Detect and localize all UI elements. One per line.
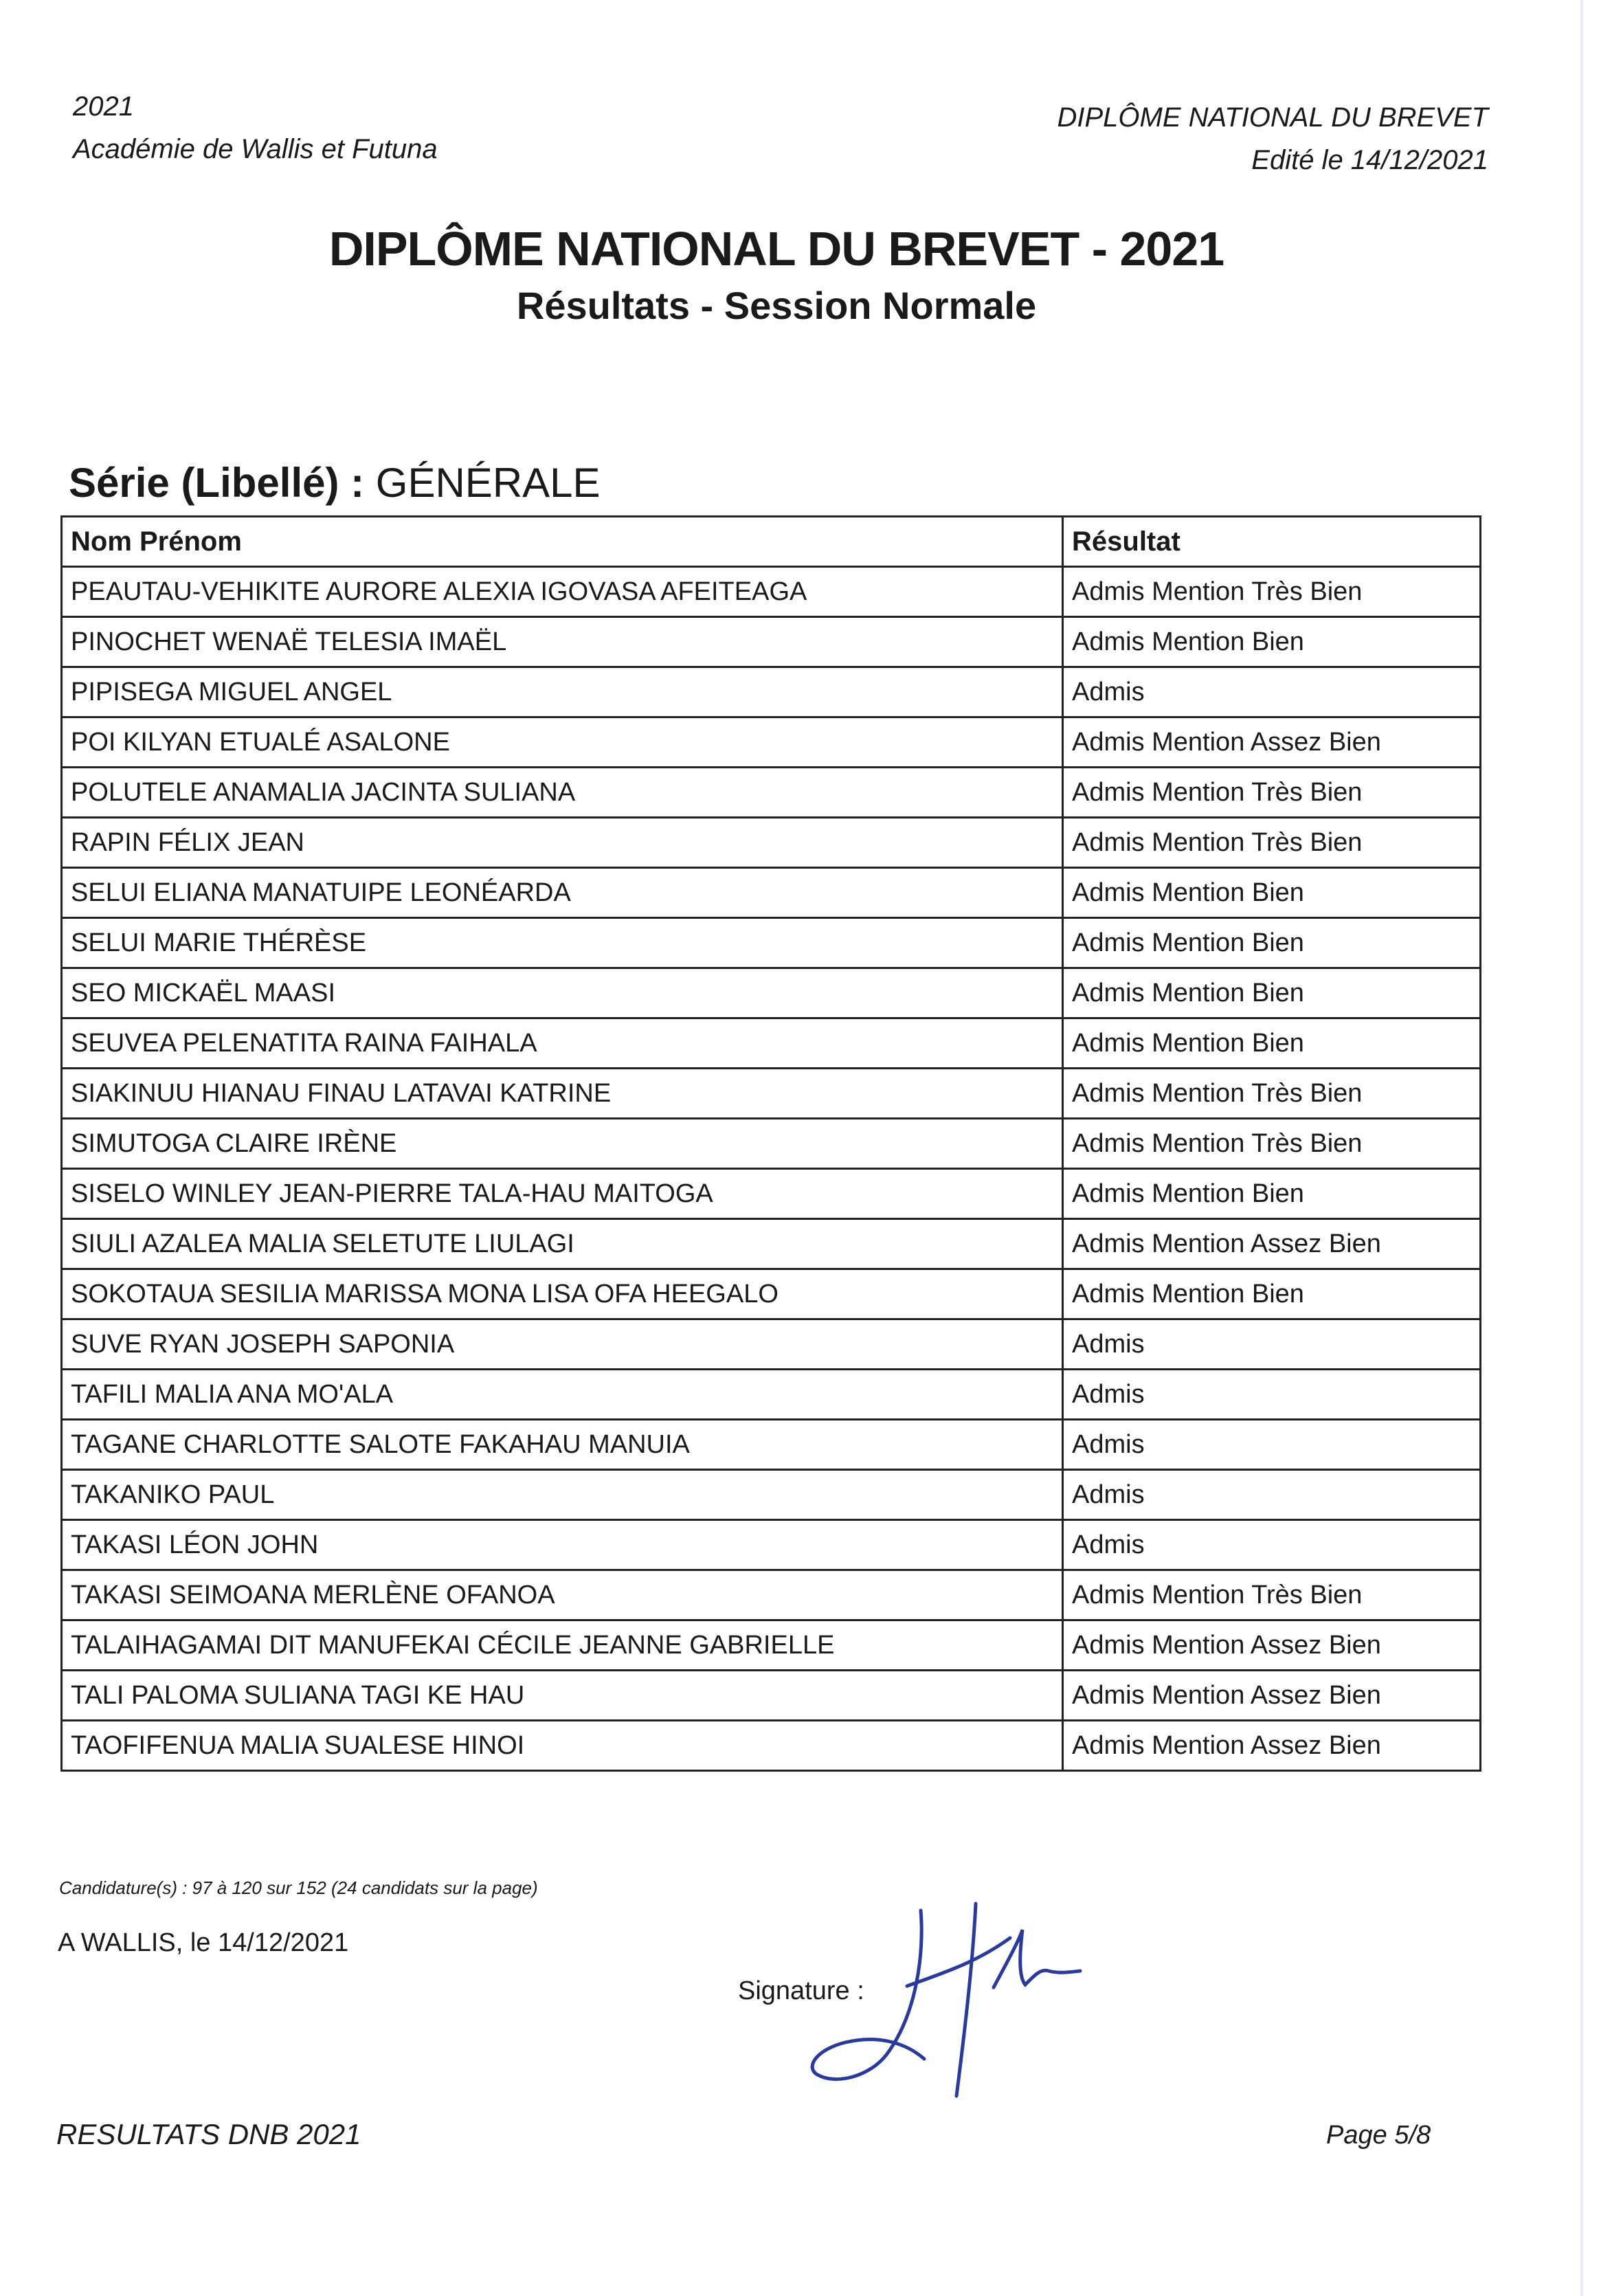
candidate-result: Admis [1063,1420,1481,1470]
candidate-name: TAFILI MALIA ANA MO'ALA [62,1370,1063,1420]
candidate-name: SELUI ELIANA MANATUIPE LEONÉARDA [62,868,1063,918]
serie-label: Série (Libellé) : [69,460,365,506]
table-row [62,818,1481,868]
place-date: A WALLIS, le 14/12/2021 [58,1928,349,1957]
candidate-result: Admis Mention Très Bien [1063,768,1481,818]
candidate-result: Admis Mention Bien [1063,968,1481,1018]
candidate-name: TAKASI SEIMOANA MERLÈNE OFANOA [62,1570,1063,1620]
candidate-name: POI KILYAN ETUALÉ ASALONE [62,717,1063,768]
candidate-name: SOKOTAUA SESILIA MARISSA MONA LISA OFA HEEGALO [62,1269,1063,1319]
candidate-name: POLUTELE ANAMALIA JACINTA SULIANA [62,768,1063,818]
candidate-result: Admis Mention Bien [1063,868,1481,918]
candidate-name: PINOCHET WENAË TELESIA IMAËL [62,617,1063,667]
table-row [62,768,1481,818]
candidate-name: TALAIHAGAMAI DIT MANUFEKAI CÉCILE JEANNE GABRIELLE [62,1620,1063,1671]
candidate-name: SELUI MARIE THÉRÈSE [62,918,1063,968]
document-title: DIPLÔME NATIONAL DU BREVET - 2021 [328,222,1224,276]
candidate-result: Admis [1063,1370,1481,1420]
table-row [62,1370,1481,1420]
candidate-name: TAKASI LÉON JOHN [62,1520,1063,1570]
header-edited-date: Edité le 14/12/2021 [1251,145,1488,175]
candidate-result: Admis [1063,667,1481,717]
table-row [62,1069,1481,1119]
table-row [62,617,1481,667]
serie-heading [69,459,601,506]
table-row [62,1620,1481,1671]
candidate-name: PEAUTAU-VEHIKITE AURORE ALEXIA IGOVASA AFEITEAGA [62,567,1063,617]
column-header-name: Nom Prénom [62,517,1063,567]
candidate-result: Admis Mention Très Bien [1063,1119,1481,1169]
candidate-result: Admis Mention Assez Bien [1063,717,1481,768]
table-row [62,1671,1481,1721]
header-academy: Académie de Wallis et Futuna [73,134,438,164]
candidate-result: Admis Mention Assez Bien [1063,1671,1481,1721]
candidate-name: SISELO WINLEY JEAN-PIERRE TALA-HAU MAITOGA [62,1169,1063,1219]
candidate-name: SUVE RYAN JOSEPH SAPONIA [62,1319,1063,1370]
candidate-name: SIMUTOGA CLAIRE IRÈNE [62,1119,1063,1169]
candidate-result: Admis Mention Assez Bien [1063,1721,1481,1771]
candidate-result: Admis Mention Très Bien [1063,1570,1481,1620]
candidate-name: TAGANE CHARLOTTE SALOTE FAKAHAU MANUIA [62,1420,1063,1470]
table-row [62,1520,1481,1570]
table-row [62,1169,1481,1219]
table-row [62,918,1481,968]
scan-edge-line [1580,0,1583,2296]
candidate-result: Admis Mention Bien [1063,918,1481,968]
results-body [62,567,1481,1771]
table-row [62,1721,1481,1771]
candidate-result: Admis Mention Bien [1063,1018,1481,1069]
candidate-result: Admis [1063,1319,1481,1370]
candidate-result: Admis Mention Bien [1063,617,1481,667]
signature-label: Signature : [738,1976,864,2005]
table-row [62,1119,1481,1169]
table-row [62,567,1481,617]
table-row [62,717,1481,768]
table-row [62,1319,1481,1370]
table-row [62,868,1481,918]
candidate-name: SIULI AZALEA MALIA SELETUTE LIULAGI [62,1219,1063,1269]
table-row [62,1570,1481,1620]
candidate-name: TAKANIKO PAUL [62,1470,1063,1520]
candidate-result: Admis Mention Très Bien [1063,818,1481,868]
candidate-name: TAOFIFENUA MALIA SUALESE HINOI [62,1721,1063,1771]
column-header-result: Résultat [1063,517,1481,567]
serie-value: GÉNÉRALE [375,460,601,506]
table-row [62,968,1481,1018]
page-number: Page 5/8 [1326,2121,1431,2150]
results-table [60,515,1481,1772]
document-subtitle: Résultats - Session Normale [516,284,1037,327]
candidate-name: SIAKINUU HIANAU FINAU LATAVAI KATRINE [62,1069,1063,1119]
candidate-name: SEUVEA PELENATITA RAINA FAIHALA [62,1018,1063,1069]
candidate-result: Admis Mention Bien [1063,1269,1481,1319]
candidate-name: RAPIN FÉLIX JEAN [62,818,1063,868]
header-left [73,85,438,170]
candidate-result: Admis Mention Très Bien [1063,567,1481,617]
table-row [62,1420,1481,1470]
candidate-result: Admis [1063,1520,1481,1570]
header-right [1057,96,1488,181]
table-row [62,1470,1481,1520]
header-year: 2021 [73,91,134,122]
header-diploma: DIPLÔME NATIONAL DU BREVET [1057,102,1488,133]
candidate-result: Admis Mention Très Bien [1063,1069,1481,1119]
candidate-result: Admis Mention Assez Bien [1063,1219,1481,1269]
table-row [62,1269,1481,1319]
footer-left: RESULTATS DNB 2021 [56,2118,361,2150]
handwritten-signature [804,1897,1093,2103]
table-row [62,1018,1481,1069]
candidate-result: Admis Mention Bien [1063,1169,1481,1219]
candidate-result: Admis [1063,1470,1481,1520]
table-row [62,667,1481,717]
candidature-footnote: Candidature(s) : 97 à 120 sur 152 (24 candidats sur la page) [59,1877,538,1898]
candidate-result: Admis Mention Assez Bien [1063,1620,1481,1671]
candidate-name: TALI PALOMA SULIANA TAGI KE HAU [62,1671,1063,1721]
candidate-name: SEO MICKAËL MAASI [62,968,1063,1018]
candidate-name: PIPISEGA MIGUEL ANGEL [62,667,1063,717]
results-header-row [62,517,1481,567]
table-row [62,1219,1481,1269]
